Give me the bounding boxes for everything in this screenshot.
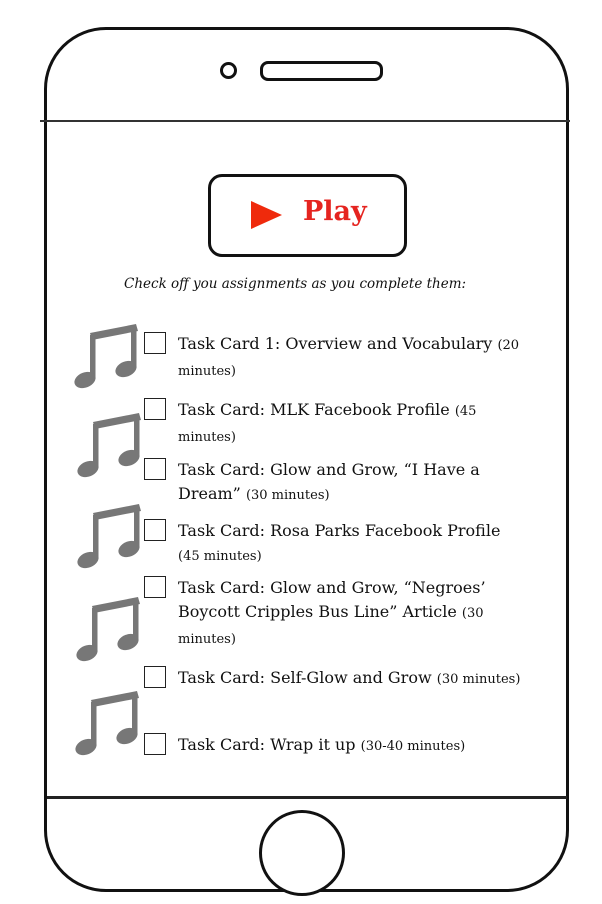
task-checkbox[interactable] — [144, 519, 166, 541]
music-note-icon — [74, 323, 146, 389]
task-item — [144, 458, 523, 508]
task-item — [144, 519, 523, 569]
task-label — [178, 733, 523, 759]
task-checkbox[interactable] — [144, 666, 166, 688]
task-title: Task Card: Rosa Parks Facebook Profile — [178, 521, 501, 540]
task-checkbox[interactable] — [144, 576, 166, 598]
task-title: Task Card: Glow and Grow, “I Have a Dream” — [178, 460, 480, 503]
home-button[interactable] — [259, 810, 345, 896]
task-item — [144, 576, 523, 652]
instructions-text: Check off you assignments as you complete them: — [124, 276, 467, 292]
top-divider — [40, 120, 570, 122]
speaker-icon — [260, 61, 383, 81]
bottom-divider — [47, 796, 567, 799]
music-note-icon — [75, 690, 147, 756]
play-button[interactable] — [208, 174, 407, 257]
music-note-icon — [76, 596, 148, 662]
play-icon — [251, 201, 282, 229]
camera-icon — [220, 62, 237, 79]
task-item — [144, 666, 523, 692]
task-title: Task Card: Self-Glow and Grow — [178, 668, 432, 687]
task-label — [178, 398, 523, 450]
task-checkbox[interactable] — [144, 332, 166, 354]
task-item — [144, 332, 523, 384]
task-title: Task Card: MLK Facebook Profile — [178, 400, 450, 419]
task-checkbox[interactable] — [144, 733, 166, 755]
task-label — [178, 519, 523, 569]
task-title: Task Card: Glow and Grow, “Negroes’ Boycott Cripples Bus Line” Article — [178, 578, 486, 621]
task-label — [178, 666, 523, 692]
task-label — [178, 576, 523, 652]
task-item — [144, 398, 523, 450]
task-item — [144, 733, 523, 759]
music-note-icon — [77, 412, 149, 478]
task-duration: (30 minutes) — [245, 488, 330, 503]
music-note-icon — [77, 503, 149, 569]
task-title: Task Card 1: Overview and Vocabulary — [178, 334, 493, 353]
task-duration: (30 minutes) — [178, 606, 484, 647]
task-checkbox[interactable] — [144, 458, 166, 480]
task-duration: (30 minutes) — [436, 672, 521, 687]
task-duration: (30-40 minutes) — [360, 739, 466, 754]
task-checkbox[interactable] — [144, 398, 166, 420]
task-duration: (45 minutes) — [178, 404, 477, 445]
task-label — [178, 458, 523, 508]
task-label — [178, 332, 523, 384]
task-duration: (45 minutes) — [178, 549, 262, 564]
task-title: Task Card: Wrap it up — [178, 735, 356, 754]
play-label: Play — [303, 196, 367, 227]
task-duration: (20 minutes) — [178, 338, 520, 379]
